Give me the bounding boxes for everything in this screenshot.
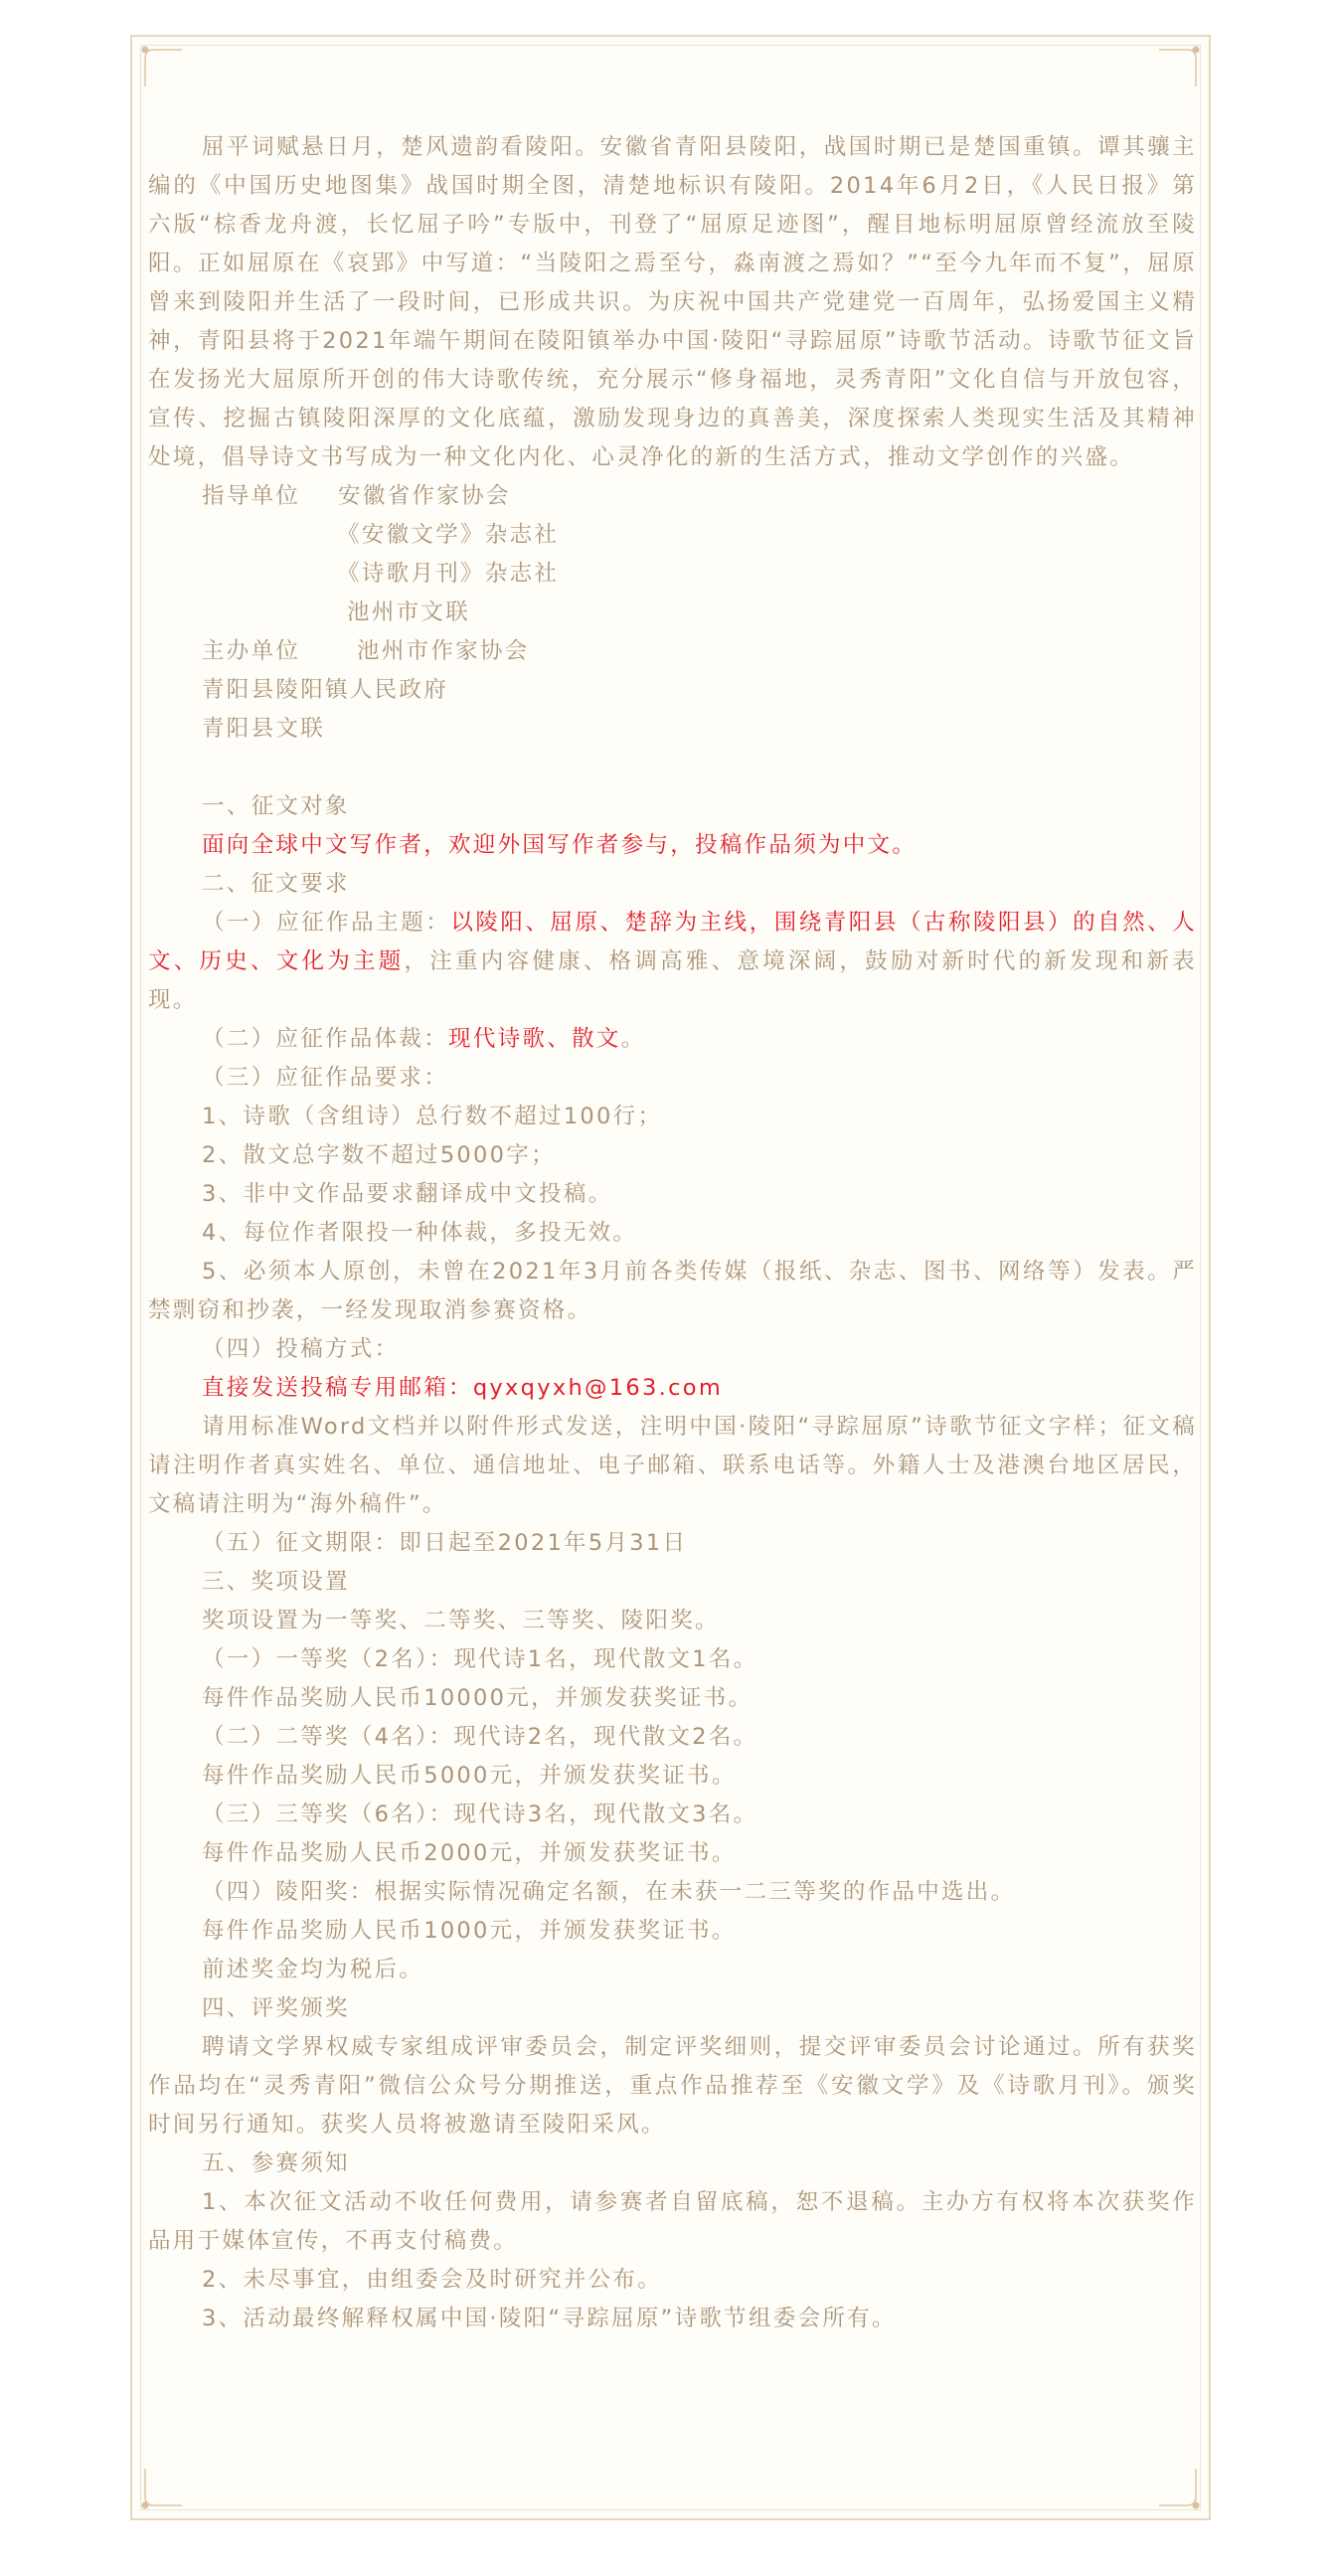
genre-end: 。 [620,1026,646,1052]
requirement-item: 3、非中文作品要求翻译成中文投稿。 [202,1181,613,1207]
guide-unit-row [148,477,1197,516]
guide-unit-4: 池州市文联 [347,600,471,625]
genre-highlight: 现代诗歌、散文 [448,1026,621,1052]
award-lingyang-reward: 每件作品奖励人民币1000元，并颁发获奖证书。 [202,1918,737,1944]
submission-period: （五）征文期限：即日起至2021年5月31日 [202,1530,688,1556]
guide-unit-1: 安徽省作家协会 [338,483,511,509]
guide-unit-3: 《诗歌月刊》杂志社 [337,561,560,587]
announcement-content [148,128,1197,2338]
award-tax-note: 前述奖金均为税后。 [202,1957,424,1982]
submission-email-row [148,1369,1197,1408]
notice-item: 1、本次征文活动不收任何费用，请参赛者自留底稿，恕不退稿。主办方有权将本次获奖作品用于媒体宣传，不再支付稿费。 [148,2189,1197,2254]
award-third: （三）三等奖（6名）：现代诗3名，现代散文3名。 [202,1802,758,1827]
genre-label: （二）应征作品体裁： [202,1026,449,1052]
host-label: 主办单位 [202,638,301,664]
notice-item: 3、活动最终解释权属中国·陵阳“寻踪屈原”诗歌节组委会所有。 [202,2306,897,2331]
award-lingyang: （四）陵阳奖：根据实际情况确定名额，在未获一二三等奖的作品中选出。 [202,1879,1016,1905]
award-third-reward: 每件作品奖励人民币2000元，并颁发获奖证书。 [202,1840,737,1866]
spacer [148,749,1197,787]
genre-requirement [148,1020,1197,1059]
section-heading: 二、征文要求 [202,871,350,897]
host-unit-2: 青阳县陵阳镇人民政府 [202,677,449,703]
judging-body: 聘请文学界权威专家组成评审委员会，制定评奖细则，提交评审委员会讨论通过。所有获奖作品均在“灵秀青阳”微信公众号分期推送，重点作品推荐至《安徽文学》及《诗歌月刊》。颁奖时间另行通知。获奖人员将被邀请至陵阳采风。 [148,2034,1197,2138]
corner-ornament-icon [1159,41,1205,86]
award-first-reward: 每件作品奖励人民币10000元，并颁发获奖证书。 [202,1685,754,1711]
submission-heading: （四）投稿方式： [202,1336,400,1362]
theme-label: （一）应征作品主题： [202,910,451,936]
host-unit-3: 青阳县文联 [202,716,326,742]
theme-rest: ，注重内容健康、格调高雅、意境深阔，鼓励对新时代的新发现和新表现。 [148,948,1197,1013]
corner-ornament-icon [136,2469,182,2514]
section-heading: 三、奖项设置 [202,1569,350,1595]
corner-ornament-icon [136,41,182,86]
corner-ornament-icon [1159,2469,1205,2514]
host-unit-row [148,632,1197,671]
document-frame [130,35,1211,2520]
section-heading: 一、征文对象 [202,793,350,819]
requirement-item: 4、每位作者限投一种体裁，多投无效。 [202,1220,638,1246]
target-audience: 面向全球中文写作者，欢迎外国写作者参与，投稿作品须为中文。 [202,832,918,858]
theme-highlight: 以陵阳、屈原、楚辞为主线，围绕青阳县（古称陵阳县）的自然、人文、历史、文化为主题 [148,910,1197,974]
award-first: （一）一等奖（2名）：现代诗1名，现代散文1名。 [202,1646,758,1672]
award-second: （二）二等奖（4名）：现代诗2名，现代散文2名。 [202,1724,758,1750]
work-requirements-heading: （三）应征作品要求： [202,1065,449,1091]
section-heading: 五、参赛须知 [202,2150,350,2176]
requirement-item: 2、散文总字数不超过5000字； [202,1142,556,1168]
guide-unit-2: 《安徽文学》杂志社 [337,522,560,548]
theme-requirement [148,904,1197,1020]
requirement-item: 1、诗歌（含组诗）总行数不超过100行； [202,1104,663,1129]
guide-label: 指导单位 [202,483,301,509]
notice-item: 2、未尽事宜，由组委会及时研究并公布。 [202,2267,663,2293]
email-label: 直接发送投稿专用邮箱： [202,1375,473,1401]
section-heading: 四、评奖颁奖 [202,1995,350,2021]
submission-email-link[interactable]: qyxqyxh@163.com [472,1375,724,1401]
submission-instructions: 请用标准Word文档并以附件形式发送，注明中国·陵阳“寻踪屈原”诗歌节征文字样；征文稿请注明作者真实姓名、单位、通信地址、电子邮箱、联系电话等。外籍人士及港澳台地区居民，文稿请注明为“海外稿件”。 [148,1414,1197,1517]
requirement-item: 5、必须本人原创，未曾在2021年3月前各类传媒（报纸、杂志、图书、网络等）发表。严禁剽窃和抄袭，一经发现取消参赛资格。 [148,1259,1197,1323]
intro-paragraph: 屈平词赋悬日月，楚风遗韵看陵阳。安徽省青阳县陵阳，战国时期已是楚国重镇。谭其骧主编的《中国历史地图集》战国时期全图，清楚地标识有陵阳。2014年6月2日，《人民日报》第六版“棕香龙舟渡，长忆屈子吟”专版中，刊登了“屈原足迹图”，醒目地标明屈原曾经流放至陵阳。正如屈原在《哀郢》中写道：“当陵阳之焉至兮，淼南渡之焉如？”“至今九年而不复”，屈原曾来到陵阳并生活了一段时间，已形成共识。为庆祝中国共产党建党一百周年，弘扬爱国主义精神，青阳县将于2021年端午期间在陵阳镇举办中国·陵阳“寻踪屈原”诗歌节活动。诗歌节征文旨在发扬光大屈原所开创的伟大诗歌传统，充分展示“修身福地，灵秀青阳”文化自信与开放包容，宣传、挖掘古镇陵阳深厚的文化底蕴，激励发现身边的真善美，深度探索人类现实生活及其精神处境，倡导诗文书写成为一种文化内化、心灵净化的新的生活方式，推动文学创作的兴盛。 [148,134,1197,470]
host-unit-1: 池州市作家协会 [356,638,530,664]
awards-overview: 奖项设置为一等奖、二等奖、三等奖、陵阳奖。 [202,1608,720,1633]
award-second-reward: 每件作品奖励人民币5000元，并颁发获奖证书。 [202,1763,737,1789]
